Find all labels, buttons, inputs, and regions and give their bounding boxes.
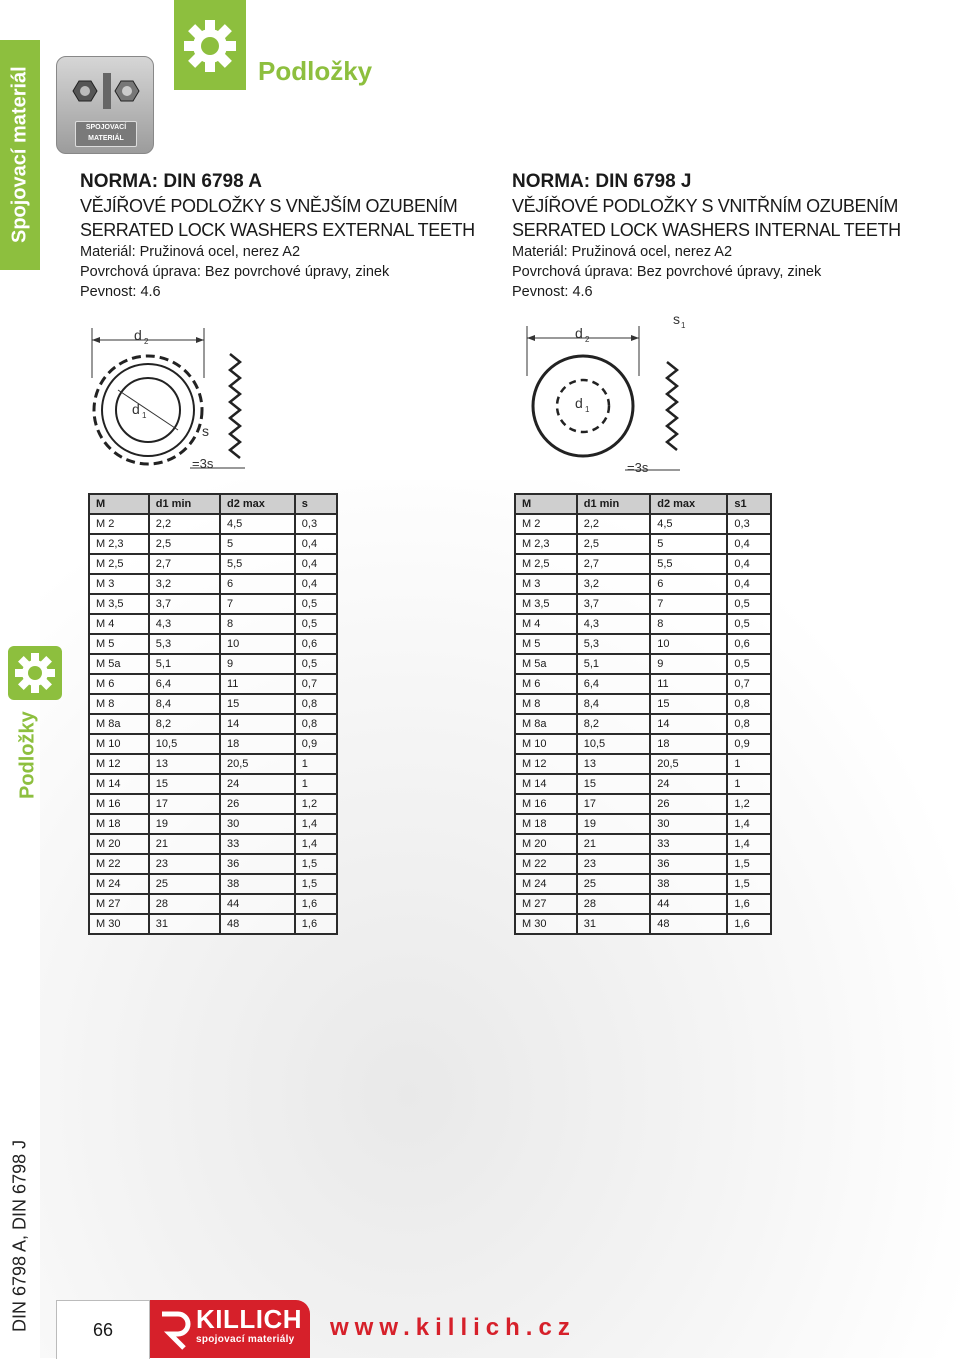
table-cell: 4,5 <box>220 514 295 534</box>
table-cell: M 10 <box>89 734 149 754</box>
table-cell: 25 <box>149 874 220 894</box>
table-cell: 10,5 <box>149 734 220 754</box>
table-row <box>515 714 771 734</box>
table-cell: M 5a <box>89 654 149 674</box>
table-cell: 1,4 <box>295 834 337 854</box>
table-cell: 24 <box>220 774 295 794</box>
table-row <box>89 874 337 894</box>
table-cell: 33 <box>220 834 295 854</box>
table-cell: 6,4 <box>577 674 651 694</box>
d1-subscript: 1 <box>585 405 590 414</box>
table-cell: 8 <box>650 614 727 634</box>
table-row <box>89 574 337 594</box>
table-cell: 0,8 <box>295 694 337 714</box>
product-name-cz: VĚJÍŘOVÉ PODLOŽKY S VNITŘNÍM OZUBENÍM <box>512 196 898 216</box>
table-cell: M 22 <box>515 854 577 874</box>
table-cell: 9 <box>220 654 295 674</box>
table-row <box>515 554 771 574</box>
table-cell: M 12 <box>515 754 577 774</box>
table-cell: 21 <box>577 834 651 854</box>
table-cell: M 24 <box>515 874 577 894</box>
brand-name: KILLICH <box>196 1304 303 1334</box>
d1-subscript: 1 <box>142 411 147 420</box>
height-label: =3s <box>192 456 214 471</box>
table-cell: 5,1 <box>577 654 651 674</box>
table-row <box>515 854 771 874</box>
fasteners-category-logo <box>56 56 154 154</box>
section-side-title: Podložky <box>16 711 39 799</box>
table-row <box>515 574 771 594</box>
table-row <box>89 614 337 634</box>
table-cell: M 5a <box>515 654 577 674</box>
table-cell: 1,4 <box>295 814 337 834</box>
table-row <box>89 654 337 674</box>
table-row <box>515 654 771 674</box>
table-cell: 1,4 <box>727 814 771 834</box>
table-row <box>515 754 771 774</box>
table-cell: M 10 <box>515 734 577 754</box>
table-cell: M 8a <box>515 714 577 734</box>
table-row <box>515 874 771 894</box>
d2-label: d <box>575 325 583 341</box>
table-cell: M 24 <box>89 874 149 894</box>
table-row <box>89 594 337 614</box>
table-cell: M 20 <box>515 834 577 854</box>
table-cell: 1 <box>727 774 771 794</box>
table-cell: M 6 <box>515 674 577 694</box>
table-cell: 0,4 <box>727 554 771 574</box>
table-cell: M 5 <box>515 634 577 654</box>
table-cell: M 8 <box>89 694 149 714</box>
table-cell: M 27 <box>515 894 577 914</box>
logo-label <box>75 121 137 147</box>
table-cell: 5,1 <box>149 654 220 674</box>
table-cell: 1,5 <box>295 874 337 894</box>
table-row <box>515 634 771 654</box>
table-cell: 8,2 <box>577 714 651 734</box>
table-cell: 0,5 <box>727 594 771 614</box>
table-cell: 19 <box>149 814 220 834</box>
table-cell: 13 <box>149 754 220 774</box>
product-info-left <box>80 170 480 302</box>
dimensions-table-left <box>88 493 338 935</box>
table-cell: M 5 <box>89 634 149 654</box>
table-cell: 2,2 <box>149 514 220 534</box>
material: Materiál: Pružinová ocel, nerez A2 <box>512 244 733 260</box>
table-cell: 0,6 <box>295 634 337 654</box>
table-cell: M 30 <box>89 914 149 934</box>
column-header: d1 min <box>149 494 220 514</box>
table-cell: 5,5 <box>650 554 727 574</box>
website-link[interactable]: www.killich.cz <box>330 1314 576 1341</box>
column-header: s <box>295 494 337 514</box>
table-cell: 5,3 <box>149 634 220 654</box>
table-row <box>515 734 771 754</box>
table-cell: 20,5 <box>220 754 295 774</box>
table-row <box>89 814 337 834</box>
table-cell: 0,5 <box>295 654 337 674</box>
table-cell: 6 <box>220 574 295 594</box>
table-row <box>89 534 337 554</box>
table-row <box>89 554 337 574</box>
surface-finish: Povrchová úprava: Bez povrchové úpravy, zinek <box>512 264 822 280</box>
table-cell: 1 <box>727 754 771 774</box>
s1-label: s <box>673 311 680 327</box>
table-cell: M 2 <box>515 514 577 534</box>
brand-tagline: spojovací materiály <box>196 1334 295 1345</box>
table-cell: 38 <box>650 874 727 894</box>
external-teeth-washer-diagram <box>80 318 280 478</box>
table-cell: 48 <box>650 914 727 934</box>
killich-logo <box>150 1300 310 1358</box>
table-cell: 10 <box>650 634 727 654</box>
product-info-right <box>512 170 912 302</box>
table-cell: 7 <box>220 594 295 614</box>
table-cell: M 2,3 <box>515 534 577 554</box>
table-cell: 1,6 <box>727 894 771 914</box>
table-row <box>89 714 337 734</box>
page-title: Podložky <box>258 56 373 86</box>
table-cell: 5,5 <box>220 554 295 574</box>
table-cell: 15 <box>577 774 651 794</box>
table-cell: 2,7 <box>577 554 651 574</box>
table-cell: 0,4 <box>295 534 337 554</box>
column-header: M <box>515 494 577 514</box>
table-cell: 20,5 <box>650 754 727 774</box>
table-row <box>515 614 771 634</box>
table-cell: M 2,3 <box>89 534 149 554</box>
table-cell: 17 <box>577 794 651 814</box>
d2-subscript: 2 <box>144 337 149 346</box>
table-cell: M 18 <box>89 814 149 834</box>
table-cell: M 14 <box>89 774 149 794</box>
table-cell: 1,2 <box>295 794 337 814</box>
material: Materiál: Pružinová ocel, nerez A2 <box>80 244 301 260</box>
table-row <box>89 794 337 814</box>
table-cell: 28 <box>577 894 651 914</box>
table-cell: 8,4 <box>577 694 651 714</box>
table-cell: 9 <box>650 654 727 674</box>
table-cell: 15 <box>220 694 295 714</box>
table-row <box>89 914 337 934</box>
table-row <box>89 734 337 754</box>
table-row <box>515 534 771 554</box>
d1-label: d <box>575 395 583 411</box>
strength: Pevnost: 4.6 <box>512 284 593 300</box>
table-cell: 30 <box>650 814 727 834</box>
product-name-en: SERRATED LOCK WASHERS INTERNAL TEETH <box>512 220 901 240</box>
s1-subscript: 1 <box>681 321 686 330</box>
table-cell: 30 <box>220 814 295 834</box>
norm-title: NORMA: DIN 6798 A <box>80 171 262 192</box>
table-cell: 5 <box>650 534 727 554</box>
table-cell: M 8a <box>89 714 149 734</box>
table-cell: 5,3 <box>577 634 651 654</box>
table-cell: 1,4 <box>727 834 771 854</box>
table-cell: 4,3 <box>149 614 220 634</box>
table-cell: 2,7 <box>149 554 220 574</box>
product-name-en: SERRATED LOCK WASHERS EXTERNAL TEETH <box>80 220 475 240</box>
table-row <box>89 774 337 794</box>
table-row <box>515 674 771 694</box>
table-row <box>89 634 337 654</box>
table-cell: 0,4 <box>727 534 771 554</box>
table-cell: 1,6 <box>295 894 337 914</box>
table-row <box>515 814 771 834</box>
table-cell: 26 <box>650 794 727 814</box>
table-row <box>89 514 337 534</box>
table-cell: M 3,5 <box>515 594 577 614</box>
table-cell: 14 <box>220 714 295 734</box>
table-cell: 23 <box>577 854 651 874</box>
table-cell: 2,5 <box>577 534 651 554</box>
table-cell: 7 <box>650 594 727 614</box>
table-cell: 4,3 <box>577 614 651 634</box>
table-cell: 1,5 <box>727 874 771 894</box>
table-cell: 0,8 <box>727 694 771 714</box>
table-cell: 0,9 <box>295 734 337 754</box>
table-cell: 8 <box>220 614 295 634</box>
table-cell: 5 <box>220 534 295 554</box>
table-cell: 36 <box>650 854 727 874</box>
table-cell: 44 <box>220 894 295 914</box>
table-header-row <box>515 494 771 514</box>
height-label: =3s <box>627 460 649 475</box>
table-cell: 0,4 <box>295 574 337 594</box>
table-cell: 0,3 <box>295 514 337 534</box>
table-cell: 18 <box>220 734 295 754</box>
table-cell: 0,7 <box>727 674 771 694</box>
table-cell: 0,5 <box>295 614 337 634</box>
table-row <box>515 894 771 914</box>
internal-teeth-washer-diagram <box>515 310 715 480</box>
table-cell: 6 <box>650 574 727 594</box>
table-cell: 1 <box>295 754 337 774</box>
table-cell: M 8 <box>515 694 577 714</box>
table-row <box>515 914 771 934</box>
table-cell: 15 <box>149 774 220 794</box>
surface-finish: Povrchová úprava: Bez povrchové úpravy, zinek <box>80 264 390 280</box>
table-cell: 0,8 <box>295 714 337 734</box>
table-cell: 3,2 <box>149 574 220 594</box>
s-label: s <box>202 423 209 439</box>
table-row <box>89 894 337 914</box>
table-cell: 10 <box>220 634 295 654</box>
table-cell: 1,2 <box>727 794 771 814</box>
header-gear-badge <box>174 0 246 90</box>
table-cell: M 3 <box>515 574 577 594</box>
table-cell: 1,6 <box>727 914 771 934</box>
table-cell: 21 <box>149 834 220 854</box>
table-cell: 24 <box>650 774 727 794</box>
column-header: d2 max <box>650 494 727 514</box>
table-cell: 1 <box>295 774 337 794</box>
column-header: M <box>89 494 149 514</box>
table-cell: M 2,5 <box>515 554 577 574</box>
table-cell: 44 <box>650 894 727 914</box>
table-cell: 0,6 <box>727 634 771 654</box>
table-cell: 6,4 <box>149 674 220 694</box>
table-row <box>515 694 771 714</box>
table-row <box>89 694 337 714</box>
gear-icon <box>174 0 246 90</box>
table-cell: 0,8 <box>727 714 771 734</box>
column-header: s1 <box>727 494 771 514</box>
table-cell: 11 <box>220 674 295 694</box>
d2-subscript: 2 <box>585 335 590 344</box>
table-cell: 38 <box>220 874 295 894</box>
table-cell: M 27 <box>89 894 149 914</box>
table-cell: M 12 <box>89 754 149 774</box>
table-cell: 0,5 <box>727 614 771 634</box>
table-cell: 15 <box>650 694 727 714</box>
table-cell: 28 <box>149 894 220 914</box>
table-cell: 0,4 <box>727 574 771 594</box>
table-cell: M 6 <box>89 674 149 694</box>
table-cell: 1,5 <box>727 854 771 874</box>
table-cell: M 16 <box>515 794 577 814</box>
table-cell: 0,3 <box>727 514 771 534</box>
table-header-row <box>89 494 337 514</box>
table-cell: 1,5 <box>295 854 337 874</box>
table-cell: 0,7 <box>295 674 337 694</box>
table-cell: 0,5 <box>295 594 337 614</box>
table-row <box>89 854 337 874</box>
table-cell: 3,2 <box>577 574 651 594</box>
table-row <box>515 774 771 794</box>
table-cell: 23 <box>149 854 220 874</box>
table-cell: 48 <box>220 914 295 934</box>
column-header: d1 min <box>577 494 651 514</box>
table-cell: 25 <box>577 874 651 894</box>
product-name-cz: VĚJÍŘOVÉ PODLOŽKY S VNĚJŠÍM OZUBENÍM <box>80 196 458 216</box>
table-cell: M 20 <box>89 834 149 854</box>
table-cell: 26 <box>220 794 295 814</box>
d2-label: d <box>134 327 142 343</box>
table-cell: 31 <box>577 914 651 934</box>
table-row <box>515 514 771 534</box>
table-cell: M 22 <box>89 854 149 874</box>
gear-icon <box>8 646 62 700</box>
table-cell: 4,5 <box>650 514 727 534</box>
table-cell: 33 <box>650 834 727 854</box>
table-row <box>89 834 337 854</box>
table-cell: 10,5 <box>577 734 651 754</box>
table-cell: 2,2 <box>577 514 651 534</box>
table-cell: M 4 <box>515 614 577 634</box>
dimensions-table-right <box>514 493 772 935</box>
table-cell: 8,4 <box>149 694 220 714</box>
table-cell: 31 <box>149 914 220 934</box>
table-cell: 18 <box>650 734 727 754</box>
page-number: 66 <box>56 1300 150 1359</box>
table-cell: 19 <box>577 814 651 834</box>
table-cell: 11 <box>650 674 727 694</box>
table-cell: 3,7 <box>577 594 651 614</box>
table-row <box>515 794 771 814</box>
table-cell: M 3 <box>89 574 149 594</box>
table-cell: 0,4 <box>295 554 337 574</box>
table-cell: M 2 <box>89 514 149 534</box>
column-header: d2 max <box>220 494 295 514</box>
table-cell: 17 <box>149 794 220 814</box>
table-cell: 0,9 <box>727 734 771 754</box>
table-cell: 8,2 <box>149 714 220 734</box>
norm-title: NORMA: DIN 6798 J <box>512 171 692 192</box>
norms-side-label: DIN 6798 A, DIN 6798 J <box>9 1139 30 1333</box>
table-cell: 13 <box>577 754 651 774</box>
table-cell: M 4 <box>89 614 149 634</box>
killich-emblem-icon <box>156 1308 192 1350</box>
nuts-bolts-icon <box>67 71 143 111</box>
table-cell: M 3,5 <box>89 594 149 614</box>
section-gear-badge <box>8 646 62 700</box>
table-cell: 36 <box>220 854 295 874</box>
table-cell: 0,5 <box>727 654 771 674</box>
table-row <box>89 674 337 694</box>
table-row <box>89 754 337 774</box>
table-row <box>515 834 771 854</box>
table-cell: 1,6 <box>295 914 337 934</box>
table-cell: M 16 <box>89 794 149 814</box>
d1-label: d <box>132 401 140 417</box>
table-cell: M 18 <box>515 814 577 834</box>
table-cell: 3,7 <box>149 594 220 614</box>
table-cell: M 2,5 <box>89 554 149 574</box>
category-label: Spojovací materiál <box>8 66 31 244</box>
table-cell: M 30 <box>515 914 577 934</box>
table-cell: 2,5 <box>149 534 220 554</box>
table-cell: 14 <box>650 714 727 734</box>
logo-label-line2: MATERIÁL <box>88 135 124 142</box>
table-cell: M 14 <box>515 774 577 794</box>
logo-label-line1: SPOJOVACÍ <box>85 124 127 131</box>
table-row <box>515 594 771 614</box>
strength: Pevnost: 4.6 <box>80 284 161 300</box>
